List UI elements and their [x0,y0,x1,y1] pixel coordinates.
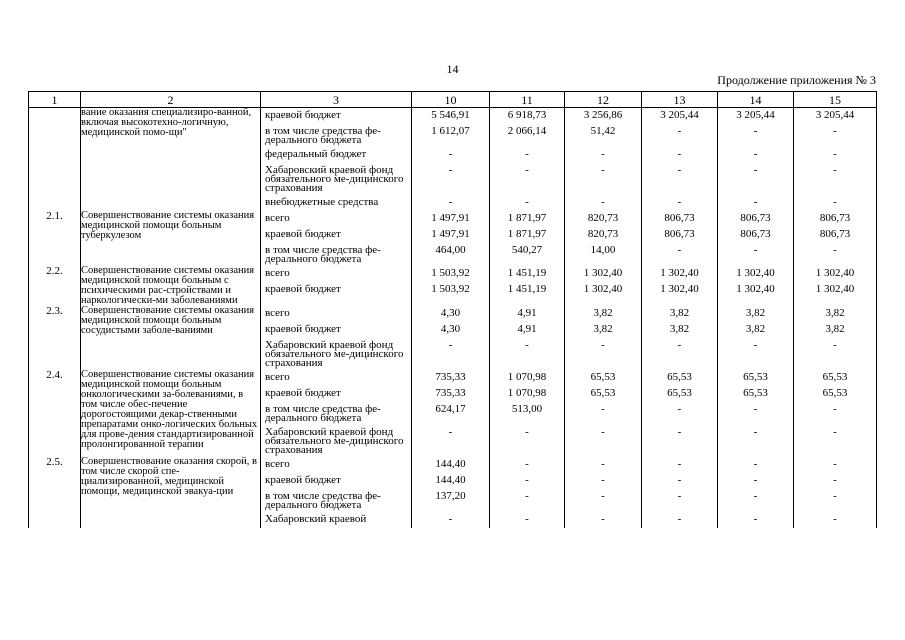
value: - [833,490,837,502]
column-header-12: 12 [565,92,642,108]
value: 1 503,92 [431,283,470,295]
column-header-10: 10 [412,92,490,108]
value: - [601,426,605,438]
value: - [753,339,758,351]
value-cell-12 [565,266,642,306]
value: 137,20 [435,490,466,502]
table-body [29,108,877,529]
value: 3,82 [593,323,613,335]
value-cell-11 [490,306,565,370]
value: 144,40 [435,458,466,470]
value: - [753,196,758,208]
value-cell-11 [490,370,565,457]
value: 735,33 [435,371,466,383]
value-cell-11 [490,211,565,266]
value-cell-10 [412,370,490,457]
value: - [833,458,837,470]
appendix-caption: Продолжение приложения № 3 [717,73,876,87]
value: - [601,148,605,160]
value-cell-11 [490,457,565,528]
value-cell-14 [718,211,794,266]
value: - [753,513,758,525]
value-cell-14 [718,108,794,212]
value: - [753,148,758,160]
value: - [833,474,837,486]
value: 540,27 [511,244,543,256]
value: 3 205,44 [815,109,855,121]
value: - [753,474,758,486]
value: - [677,458,682,470]
funding-source: федеральный бюджет [265,148,367,160]
value: - [753,426,758,438]
value: - [833,196,837,208]
table-row [29,266,877,306]
value-cell-14 [718,370,794,457]
funding-source: внебюджетные средства [265,196,379,208]
value: 806,73 [819,228,851,240]
table-header-row [29,92,877,108]
funding-source: всего [265,307,290,319]
value-cell-10 [412,266,490,306]
funding-source: краевой бюджет [265,387,341,399]
value: 1 871,97 [507,228,547,240]
value-cell-10 [412,306,490,370]
measure-name: Совершенствование системы оказания медицинской помощи больным туберкулезом [81,211,261,266]
value: 806,73 [819,212,851,224]
funding-source: всего [265,371,290,383]
funding-source: краевой бюджет [265,109,341,121]
measure-name: вание оказания специализиро-ванной, включая высокотехно-логичную, медицинской помо-щи" [81,108,261,212]
value: 1 503,92 [431,267,470,279]
value-cell-13 [642,370,718,457]
value: 3 256,86 [583,109,623,121]
row-number: 2.1. [29,211,81,266]
funding-source: Хабаровский краевой фонд обязательного ме-дицинского страхования [265,339,404,369]
column-header-13: 13 [642,92,718,108]
value-cell-15 [794,306,877,370]
value: 65,53 [590,387,616,399]
value: - [833,164,837,176]
value: - [833,125,837,137]
measure-name: Совершенствование системы оказания медицинской помощи больным онкологическими за-болеваниями, в том числе обес-печение дорогостоящими декар-ственными препаратами онко-логических больных для прове-дения стандартизированной пролонгированной терапии [81,370,261,457]
value: 464,00 [435,244,466,256]
value: 1 871,97 [507,212,547,224]
value: - [677,403,682,415]
value-cell-10 [412,457,490,528]
value: - [601,403,605,415]
value: 65,53 [743,371,768,383]
column-header-15: 15 [794,92,877,108]
funding-source: краевой бюджет [265,283,341,295]
value: - [601,490,605,502]
funding-source: всего [265,212,290,224]
value: 3,82 [825,307,845,319]
funding-source: краевой бюджет [265,474,341,486]
value: 65,53 [590,371,616,383]
value: - [753,125,758,137]
value-cell-12 [565,108,642,212]
value-cell-14 [718,457,794,528]
value-cell-13 [642,108,718,212]
measure-name: Совершенствование системы оказания медицинской помощи больным сосудистыми заболе-ваниями [81,306,261,370]
table-row [29,370,877,457]
value: - [677,244,682,256]
value-cell-12 [565,211,642,266]
value: 4,30 [440,323,461,335]
value: - [525,474,529,486]
value: - [753,490,758,502]
funding-source: Хабаровский краевой фонд обязательного ме-дицинского страхования [265,164,404,194]
column-header-3: 3 [261,92,412,108]
value: - [677,490,682,502]
value: 1 302,40 [815,283,855,295]
funding-source: Хабаровский краевой [265,513,367,525]
value: - [677,164,682,176]
table-row [29,306,877,370]
value: 1 497,91 [431,212,470,224]
column-header-11: 11 [490,92,565,108]
value: 4,91 [517,307,537,319]
value: 624,17 [435,403,466,415]
value: - [525,339,529,351]
value: - [601,339,605,351]
value: - [525,426,529,438]
value: 820,73 [587,212,619,224]
value: 1 451,19 [507,283,547,295]
value: - [601,164,605,176]
funding-source: в том числе средства фе-дерального бюджета [265,490,381,511]
value: - [448,339,453,351]
funding-source-cell [261,370,412,457]
value: 1 302,40 [815,267,855,279]
value: 735,33 [435,387,466,399]
value-cell-15 [794,108,877,212]
funding-source-cell [261,108,412,212]
value: 1 302,40 [736,283,775,295]
funding-source: Хабаровский краевой фонд обязательного ме-дицинского страхования [265,426,404,456]
funding-source-cell [261,211,412,266]
value: 65,53 [743,387,768,399]
value: - [677,339,682,351]
value-cell-12 [565,306,642,370]
funding-source: всего [265,458,290,470]
row-number: 2.2. [29,266,81,306]
value: 51,42 [590,125,616,137]
value: 806,73 [664,212,695,224]
row-number: 2.3. [29,306,81,370]
value: 806,73 [740,212,771,224]
funding-source: в том числе средства фе-дерального бюджета [265,403,381,424]
value: 820,73 [587,228,619,240]
table-row [29,211,877,266]
value: - [753,164,758,176]
value: - [753,458,758,470]
funding-source: краевой бюджет [265,323,341,335]
value: 65,53 [667,387,692,399]
value: - [601,474,605,486]
value: 5 546,91 [431,109,470,121]
value-cell-15 [794,266,877,306]
value: - [448,164,453,176]
value: 3,82 [745,307,766,319]
value: - [833,426,837,438]
value: 3,82 [745,323,766,335]
value: - [525,458,529,470]
value: - [677,125,682,137]
value-cell-15 [794,211,877,266]
value: - [448,196,453,208]
value-cell-15 [794,370,877,457]
value-cell-13 [642,211,718,266]
value: 14,00 [590,244,616,256]
row-number [29,108,81,212]
value-cell-14 [718,306,794,370]
data-table [28,91,877,528]
value: 1 070,98 [507,371,547,383]
value: 1 070,98 [507,387,547,399]
value: - [525,490,529,502]
funding-source-cell [261,457,412,528]
value: 3,82 [669,323,690,335]
value: 3,82 [825,323,845,335]
measure-name: Совершенствование оказания скорой, в том числе скорой спе-циализированной, медицинской помощи, медицинской эвакуа-ции [81,457,261,528]
column-header-14: 14 [718,92,794,108]
value: 4,91 [517,323,537,335]
value-cell-11 [490,108,565,212]
value: - [525,148,529,160]
value: 144,40 [435,474,466,486]
value: 3,82 [669,307,690,319]
value: 513,00 [511,403,543,415]
table-row [29,108,877,212]
value: - [677,196,682,208]
value: 6 918,73 [507,109,547,121]
value: 3 205,44 [660,109,699,121]
value-cell-13 [642,306,718,370]
value: - [677,513,682,525]
value-cell-12 [565,370,642,457]
value: 1 302,40 [583,283,623,295]
value: - [601,458,605,470]
value: 3,82 [593,307,613,319]
value: - [753,403,758,415]
value: 1 302,40 [583,267,623,279]
value: 1 451,19 [507,267,547,279]
value-cell-12 [565,457,642,528]
row-number: 2.5. [29,457,81,528]
value: - [677,474,682,486]
value: 1 497,91 [431,228,470,240]
value: - [753,244,758,256]
value-cell-10 [412,211,490,266]
row-number: 2.4. [29,370,81,457]
value: - [833,339,837,351]
value-cell-15 [794,457,877,528]
value: - [833,513,837,525]
measure-name: Совершенствование системы оказания медицинской помощи больным с психическими рас-стройствами и наркологически-ми заболеваниями [81,266,261,306]
value: 3 205,44 [736,109,775,121]
value: - [525,513,529,525]
value: - [448,148,453,160]
value: 2 066,14 [507,125,547,137]
value-cell-10 [412,108,490,212]
funding-source-cell [261,266,412,306]
value: 806,73 [740,228,771,240]
column-header-1: 1 [29,92,81,108]
value: 65,53 [667,371,692,383]
value: 4,30 [440,307,461,319]
value-cell-13 [642,266,718,306]
funding-source-cell [261,306,412,370]
value: 65,53 [822,387,848,399]
funding-source: краевой бюджет [265,228,341,240]
value: 1 302,40 [736,267,775,279]
value: - [833,244,837,256]
value: - [525,164,529,176]
value: - [448,426,453,438]
value-cell-13 [642,457,718,528]
value: - [677,148,682,160]
table-row [29,457,877,528]
funding-source: всего [265,267,290,279]
value-cell-14 [718,266,794,306]
value: 1 612,07 [431,125,470,137]
value: 1 302,40 [660,267,699,279]
funding-source: в том числе средства фе-дерального бюджета [265,125,381,146]
value: - [525,196,529,208]
value: - [601,196,605,208]
value: 65,53 [822,371,848,383]
value: - [601,513,605,525]
value: 806,73 [664,228,695,240]
value-cell-11 [490,266,565,306]
value: - [677,426,682,438]
page-number: 14 [446,62,459,76]
value: - [448,513,453,525]
value: - [833,148,837,160]
funding-source: в том числе средства фе-дерального бюджета [265,244,381,265]
value: 1 302,40 [660,283,699,295]
column-header-2: 2 [81,92,261,108]
value: - [833,403,837,415]
